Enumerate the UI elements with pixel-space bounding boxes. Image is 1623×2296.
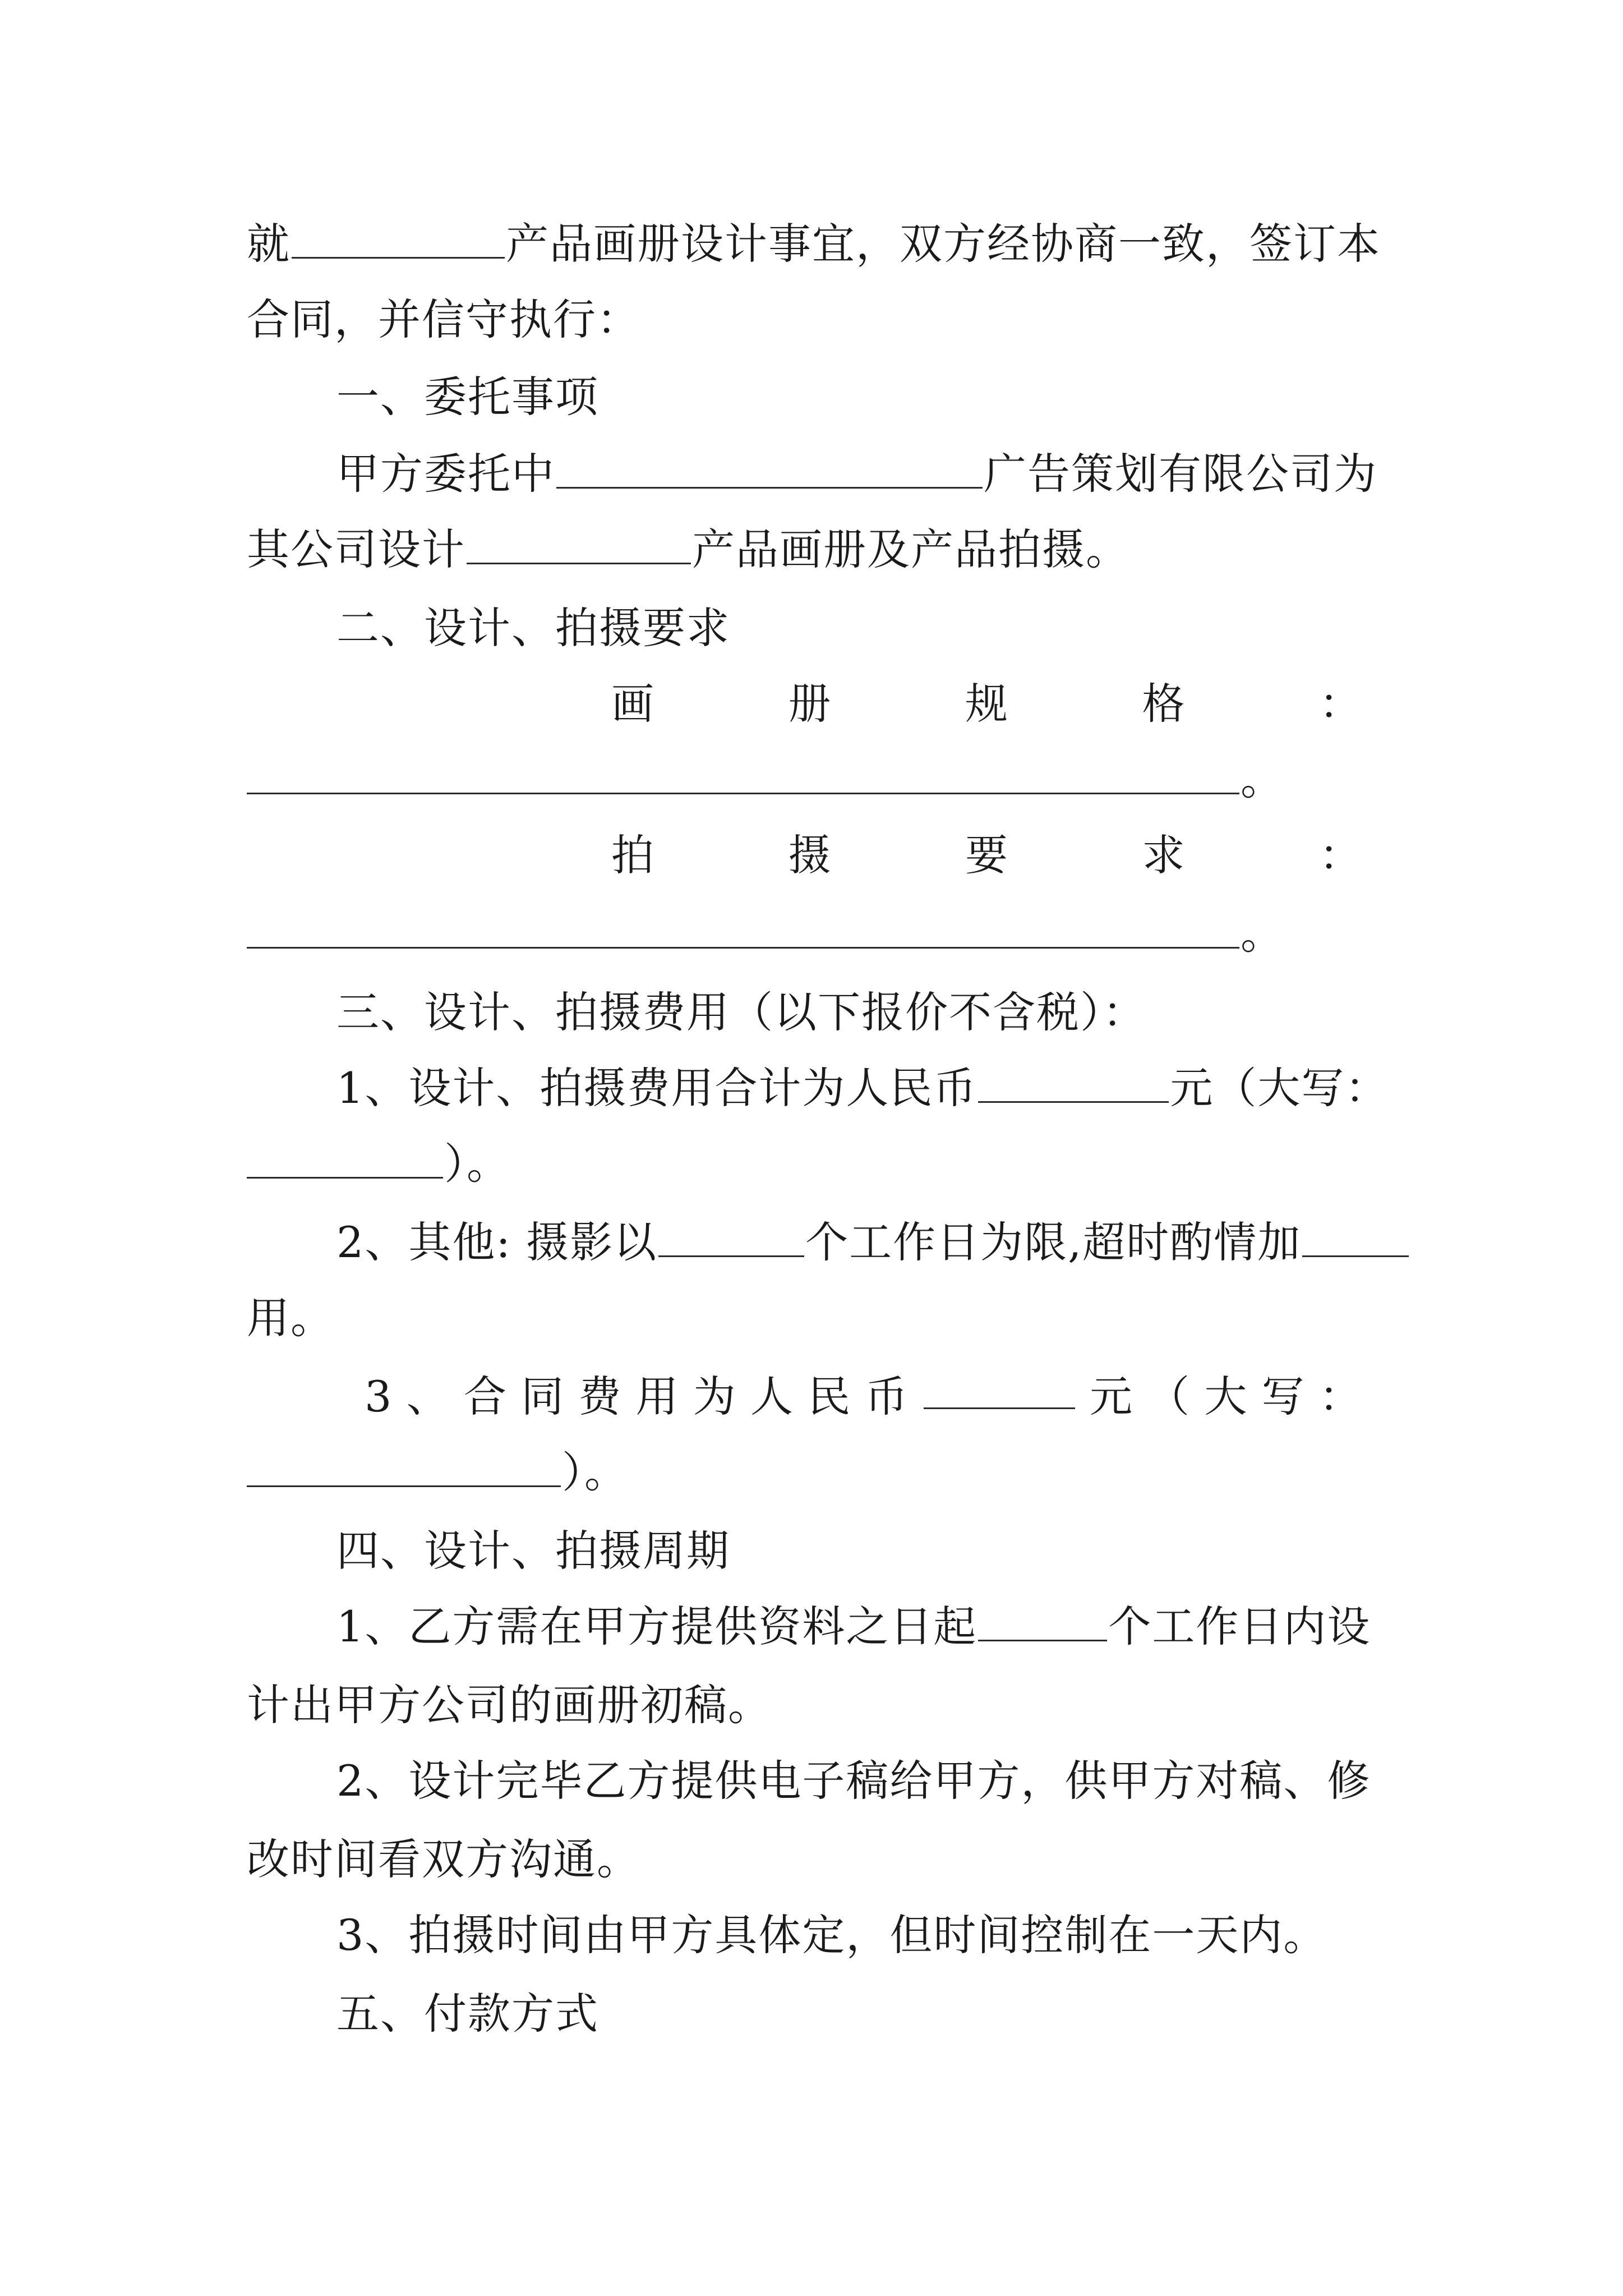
char: 画 (611, 679, 655, 729)
blank-album-spec (247, 757, 1239, 794)
char: 为 (693, 1372, 737, 1421)
text-segment: 就 (247, 219, 291, 269)
blank-product (467, 527, 691, 564)
char: 同 (521, 1372, 565, 1421)
char: 、 (406, 1372, 450, 1421)
char: 册 (788, 679, 832, 729)
text-segment: ）。 (444, 1139, 510, 1189)
section-heading-2: 二、设计、拍摄要求 (336, 603, 730, 653)
paragraph-line-22: 改时间看双方沟通。 (247, 1834, 640, 1884)
paragraph-line-12 (336, 1063, 1402, 1114)
blank-company-name (556, 451, 983, 489)
text-segment: 。 (1241, 754, 1284, 804)
paragraph-line-4 (336, 449, 1391, 499)
char: 人 (750, 1372, 794, 1421)
char: 3 (365, 1372, 393, 1421)
paragraph-line-17 (247, 1447, 1391, 1498)
blank-workdays (658, 1220, 804, 1257)
blank-contract-amount-uppercase (247, 1450, 561, 1487)
char: 摄 (788, 830, 832, 880)
text-segment: 其公司设计 (247, 524, 465, 574)
blank-amount (978, 1065, 1169, 1103)
text-segment: 甲方委托中 (336, 449, 555, 499)
text-segment: 产品画册及产品拍摄。 (692, 524, 1129, 574)
text-segment: 2、其他: 摄影以 (336, 1217, 658, 1267)
char: ： (1319, 830, 1363, 880)
char: 格 (1142, 679, 1186, 729)
album-spec-blank-line (247, 754, 1391, 805)
section-heading-3: 三、设计、拍摄费用（以下报价不含税）： (336, 987, 1146, 1037)
char: 写 (1261, 1372, 1306, 1421)
char: 求 (1142, 830, 1186, 880)
paragraph-line-5 (247, 524, 1391, 575)
paragraph-line-16 (365, 1372, 1363, 1422)
blank-contract-amount (924, 1372, 1075, 1409)
text-segment: 产品画册设计事宜，双方经协商一致，签订本 (506, 219, 1381, 269)
section-heading-5: 五、付款方式 (336, 1989, 599, 2039)
char: 规 (965, 679, 1009, 729)
paragraph-line-15: 用。 (247, 1293, 334, 1343)
album-spec-label (611, 679, 1363, 729)
blank-extra-fee (1302, 1220, 1409, 1257)
char: ： (1318, 1372, 1363, 1421)
shoot-requirement-label (611, 830, 1363, 881)
text-segment: 。 (1241, 909, 1284, 959)
text-segment: ）。 (562, 1447, 628, 1497)
char: 大 (1204, 1372, 1248, 1421)
text-segment: 个工作日内设 (1108, 1602, 1371, 1651)
text-segment: 元（大写： (1170, 1063, 1389, 1113)
shoot-requirement-blank-line (247, 909, 1391, 959)
paragraph-line-13 (247, 1139, 1391, 1189)
char: （ (1147, 1372, 1191, 1421)
char: 用 (635, 1372, 680, 1421)
blank-shoot-requirement (247, 911, 1239, 949)
text-segment: 1、设计、拍摄费用合计为人民币 (336, 1063, 978, 1113)
char: 元 (1089, 1372, 1133, 1421)
char: 币 (865, 1372, 909, 1421)
text-segment: 广告策划有限公司为 (984, 449, 1377, 499)
paragraph-line-14 (336, 1217, 1391, 1268)
text-segment: 个工作日为限,超时酌情加 (805, 1217, 1302, 1267)
char: ： (1319, 679, 1363, 729)
char: 民 (808, 1372, 852, 1421)
paragraph-line-20: 计出甲方公司的画册初稿。 (247, 1680, 772, 1730)
blank-amount-uppercase (247, 1141, 443, 1179)
section-heading-1: 一、委托事项 (336, 372, 599, 422)
paragraph-line-1 (247, 219, 1391, 269)
paragraph-line-2: 合同，并信守执行： (247, 295, 640, 344)
paragraph-line-21: 2、设计完毕乙方提供电子稿给甲方，供甲方对稿、修 (336, 1756, 1371, 1806)
paragraph-line-23: 3、拍摄时间由甲方具体定，但时间控制在一天内。 (336, 1910, 1327, 1960)
paragraph-line-19 (336, 1602, 1391, 1652)
blank-draft-days (978, 1604, 1107, 1641)
char: 费 (578, 1372, 623, 1421)
blank-product-name (292, 221, 505, 259)
section-heading-4: 四、设计、拍摄周期 (336, 1526, 730, 1576)
char: 合 (463, 1372, 508, 1421)
char: 要 (965, 830, 1009, 880)
char: 拍 (611, 830, 655, 880)
text-segment: 1、乙方需在甲方提供资料之日起 (336, 1602, 978, 1651)
